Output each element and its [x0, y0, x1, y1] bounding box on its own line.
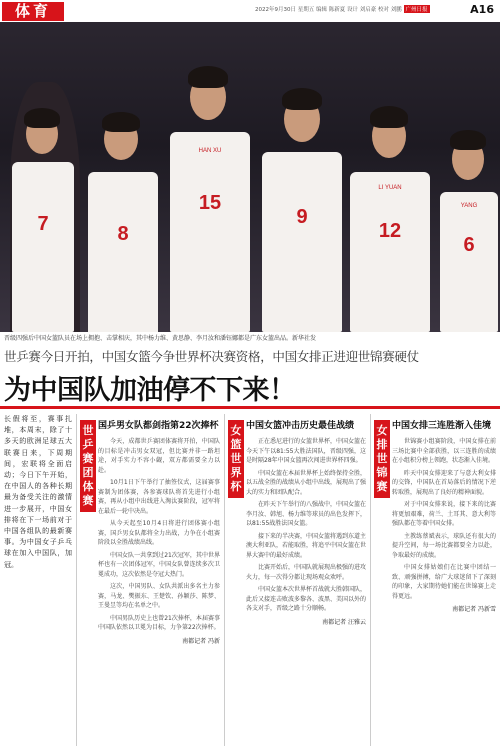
- article-paragraph: 在昨天下午举行的八强战中，中国女篮在李月汝、韩旭、杨力维等球员的出色发挥下，以81:55战胜法国女篮。: [246, 501, 367, 527]
- player-hair: [450, 130, 486, 150]
- article-paragraph: 10月1日下午举行了抽签仪式，这届赛事赛制为团体赛，各参赛球队将首先进行小组赛，再从小组中出线进入淘汰赛阶段，冠军将在最后一轮中决出。: [98, 479, 220, 515]
- lead-paragraph: 长假将至，赛事扎堆，本周末，除了十多天的欧洲足球五大联赛日来，下周期间，宏联将全面启动；今日下午开始，在中国人的各种长期最为备受关注的激情进一步展开，中国女排将在下一场前对于中国各组队的最新赛事。为中国女子乒乓球在加入中国队，加冠。: [4, 415, 72, 569]
- jersey-number: 12: [378, 220, 402, 242]
- jersey-number: 7: [37, 213, 49, 235]
- article-title: 国乒男女队都剑指第22次捧杯: [98, 421, 219, 431]
- article-basketball: [246, 414, 366, 626]
- newspaper-chip: 广州日报: [405, 7, 428, 13]
- jersey-number: 6: [463, 234, 475, 256]
- article-paragraph: 比赛开始后，中国队就展现出极强的进攻火力，每一次得分都让现场观众欢呼。: [246, 564, 367, 581]
- article-paragraph: 主教练蔡斌表示，球队还有很大的提升空间，每一场比赛都要全力以赴，争取最好的成绩。: [392, 532, 496, 559]
- section-tag: 体育: [2, 2, 64, 21]
- masthead-date-editor: 2022年9月30日 星期五 编辑 陈新夏 设计 刘启豪 校对 刘鹏: [255, 7, 402, 13]
- jersey: [88, 172, 158, 332]
- column-divider: [76, 414, 77, 746]
- jersey: [350, 172, 430, 332]
- jersey-name: YANG: [460, 203, 478, 210]
- article-paragraph: 正在悉尼进行的女篮世界杯，中国女篮在今天下午以81:55大胜法国队，晋级四强，这是时隔28年中国女篮再次闯进世界杯四强。: [246, 438, 367, 464]
- article-paragraph: 世锦赛小组赛阶段，中国女排在前三场比赛中全部获胜，以三连胜的成绩在小组积分榜上领跑，状态渐入佳境。: [392, 438, 496, 464]
- photo-caption: 晋级四强后中国女篮队员在场上拥抱、击掌相庆，其中杨力维、黄思静、李月汝和潘钰娜都是广东女篮出品。新华社发: [4, 335, 317, 342]
- article-paragraph: 对于中国女排来说，接下来的比赛将更加艰难，荷兰、土耳其、意大利等强队都在等着中国女排。: [392, 501, 496, 527]
- player-hair: [24, 108, 60, 128]
- player-hair: [188, 66, 228, 88]
- column-divider: [370, 414, 371, 746]
- article-paragraph: 中国女篮本次世界杯首战就大胜韩国队，此后又接连击败波多黎各、波黑、美国以外的各支对手，晋级之路十分顺畅。: [246, 586, 367, 612]
- jersey: [440, 192, 498, 332]
- team-photo: [0, 22, 500, 332]
- player-hair: [282, 88, 322, 110]
- byline: 南都记者 冯新雪: [452, 606, 496, 613]
- article-paragraph: 这次，中国男队、女队共派出多名主力参赛，马龙、樊振东、王楚钦、孙颖莎、陈梦、王曼昱等均在名单之中。: [98, 583, 220, 609]
- byline: 南都记者 冯新: [182, 637, 220, 645]
- article-paragraph: 中国女排姑娘们在比赛中团结一致、顽强拼搏，给广大球迷留下了深刻的印象，大家期待她们能在世锦赛上走得更远。: [392, 564, 496, 600]
- jersey-number: 9: [296, 206, 308, 228]
- article-title: 中国女排三连胜渐入佳境: [392, 421, 492, 431]
- column-label-pingpong: 世乒赛团体赛: [80, 420, 96, 512]
- article-paragraph: 从今天起至10月4日将进行团体赛小组赛，国乒男女队都将全力出战，力争在小组赛阶段以全胜战绩出线。: [98, 520, 220, 546]
- article-paragraph: 中国女队一共拿到过21次冠军，其中世界杯也有一次团体冠军，中国女队曾连续多次卫冕成功，这次依然是夺冠大热门。: [98, 551, 220, 578]
- jersey: [262, 152, 342, 332]
- byline: 南都记者 汪雅云: [322, 618, 366, 626]
- jersey: [170, 132, 250, 332]
- article-pingpong: [98, 414, 220, 645]
- article-title: 中国女篮冲击历史最佳战绩: [246, 421, 355, 431]
- player-hair: [102, 112, 140, 132]
- article-paragraph: 接下来的半决赛，中国女篮将遇到东道主澳大利亚队，若能取胜，将追平中国女篮在世界大赛中的最好成绩。: [246, 532, 367, 559]
- column-divider: [224, 414, 225, 746]
- article-paragraph: 今天，成都世乒赛团体赛将开拍，中国队的目标是冲击男女双冠，但比赛并非一路坦途，对手实力不容小觑，双方都需要全力以赴。: [98, 438, 220, 474]
- column-label-basketball: 女篮世界杯: [228, 420, 244, 498]
- column-label-volleyball: 女排世锦赛: [374, 420, 390, 498]
- article-paragraph: 昨天中国女排迎来了与意大利女排的交锋，中国队在首局落后的情况下逆转取胜，展现出了良好的精神面貌。: [392, 469, 496, 496]
- subheadline: 世乒赛今日开拍，中国女篮今争世界杯决赛资格，中国女排正进迎世锦赛硬仗: [4, 349, 419, 364]
- masthead-info: [255, 5, 430, 13]
- red-rule: [0, 406, 500, 409]
- jersey-name: LI YUAN: [378, 184, 402, 191]
- jersey-number: 15: [198, 192, 222, 214]
- player-hair: [370, 106, 408, 128]
- article-volleyball: [392, 414, 496, 613]
- masthead: [0, 0, 500, 22]
- jersey-name: HAN XU: [198, 148, 222, 154]
- article-paragraph: 中国女篮在本届世界杯上始终保持全胜，以五战全胜的战绩从小组中出线，展现出了强大的实力和团队配合。: [246, 469, 367, 496]
- page-number: A16: [470, 3, 494, 16]
- article-paragraph: 中国男队历史上也曾21次捧杯，本届赛事中国队依然以卫冕为目标，力争第22次捧杯。: [98, 614, 220, 631]
- jersey: [12, 162, 74, 332]
- main-headline: 为中国队加油停不下来！: [4, 375, 296, 406]
- jersey-number: 8: [117, 223, 129, 245]
